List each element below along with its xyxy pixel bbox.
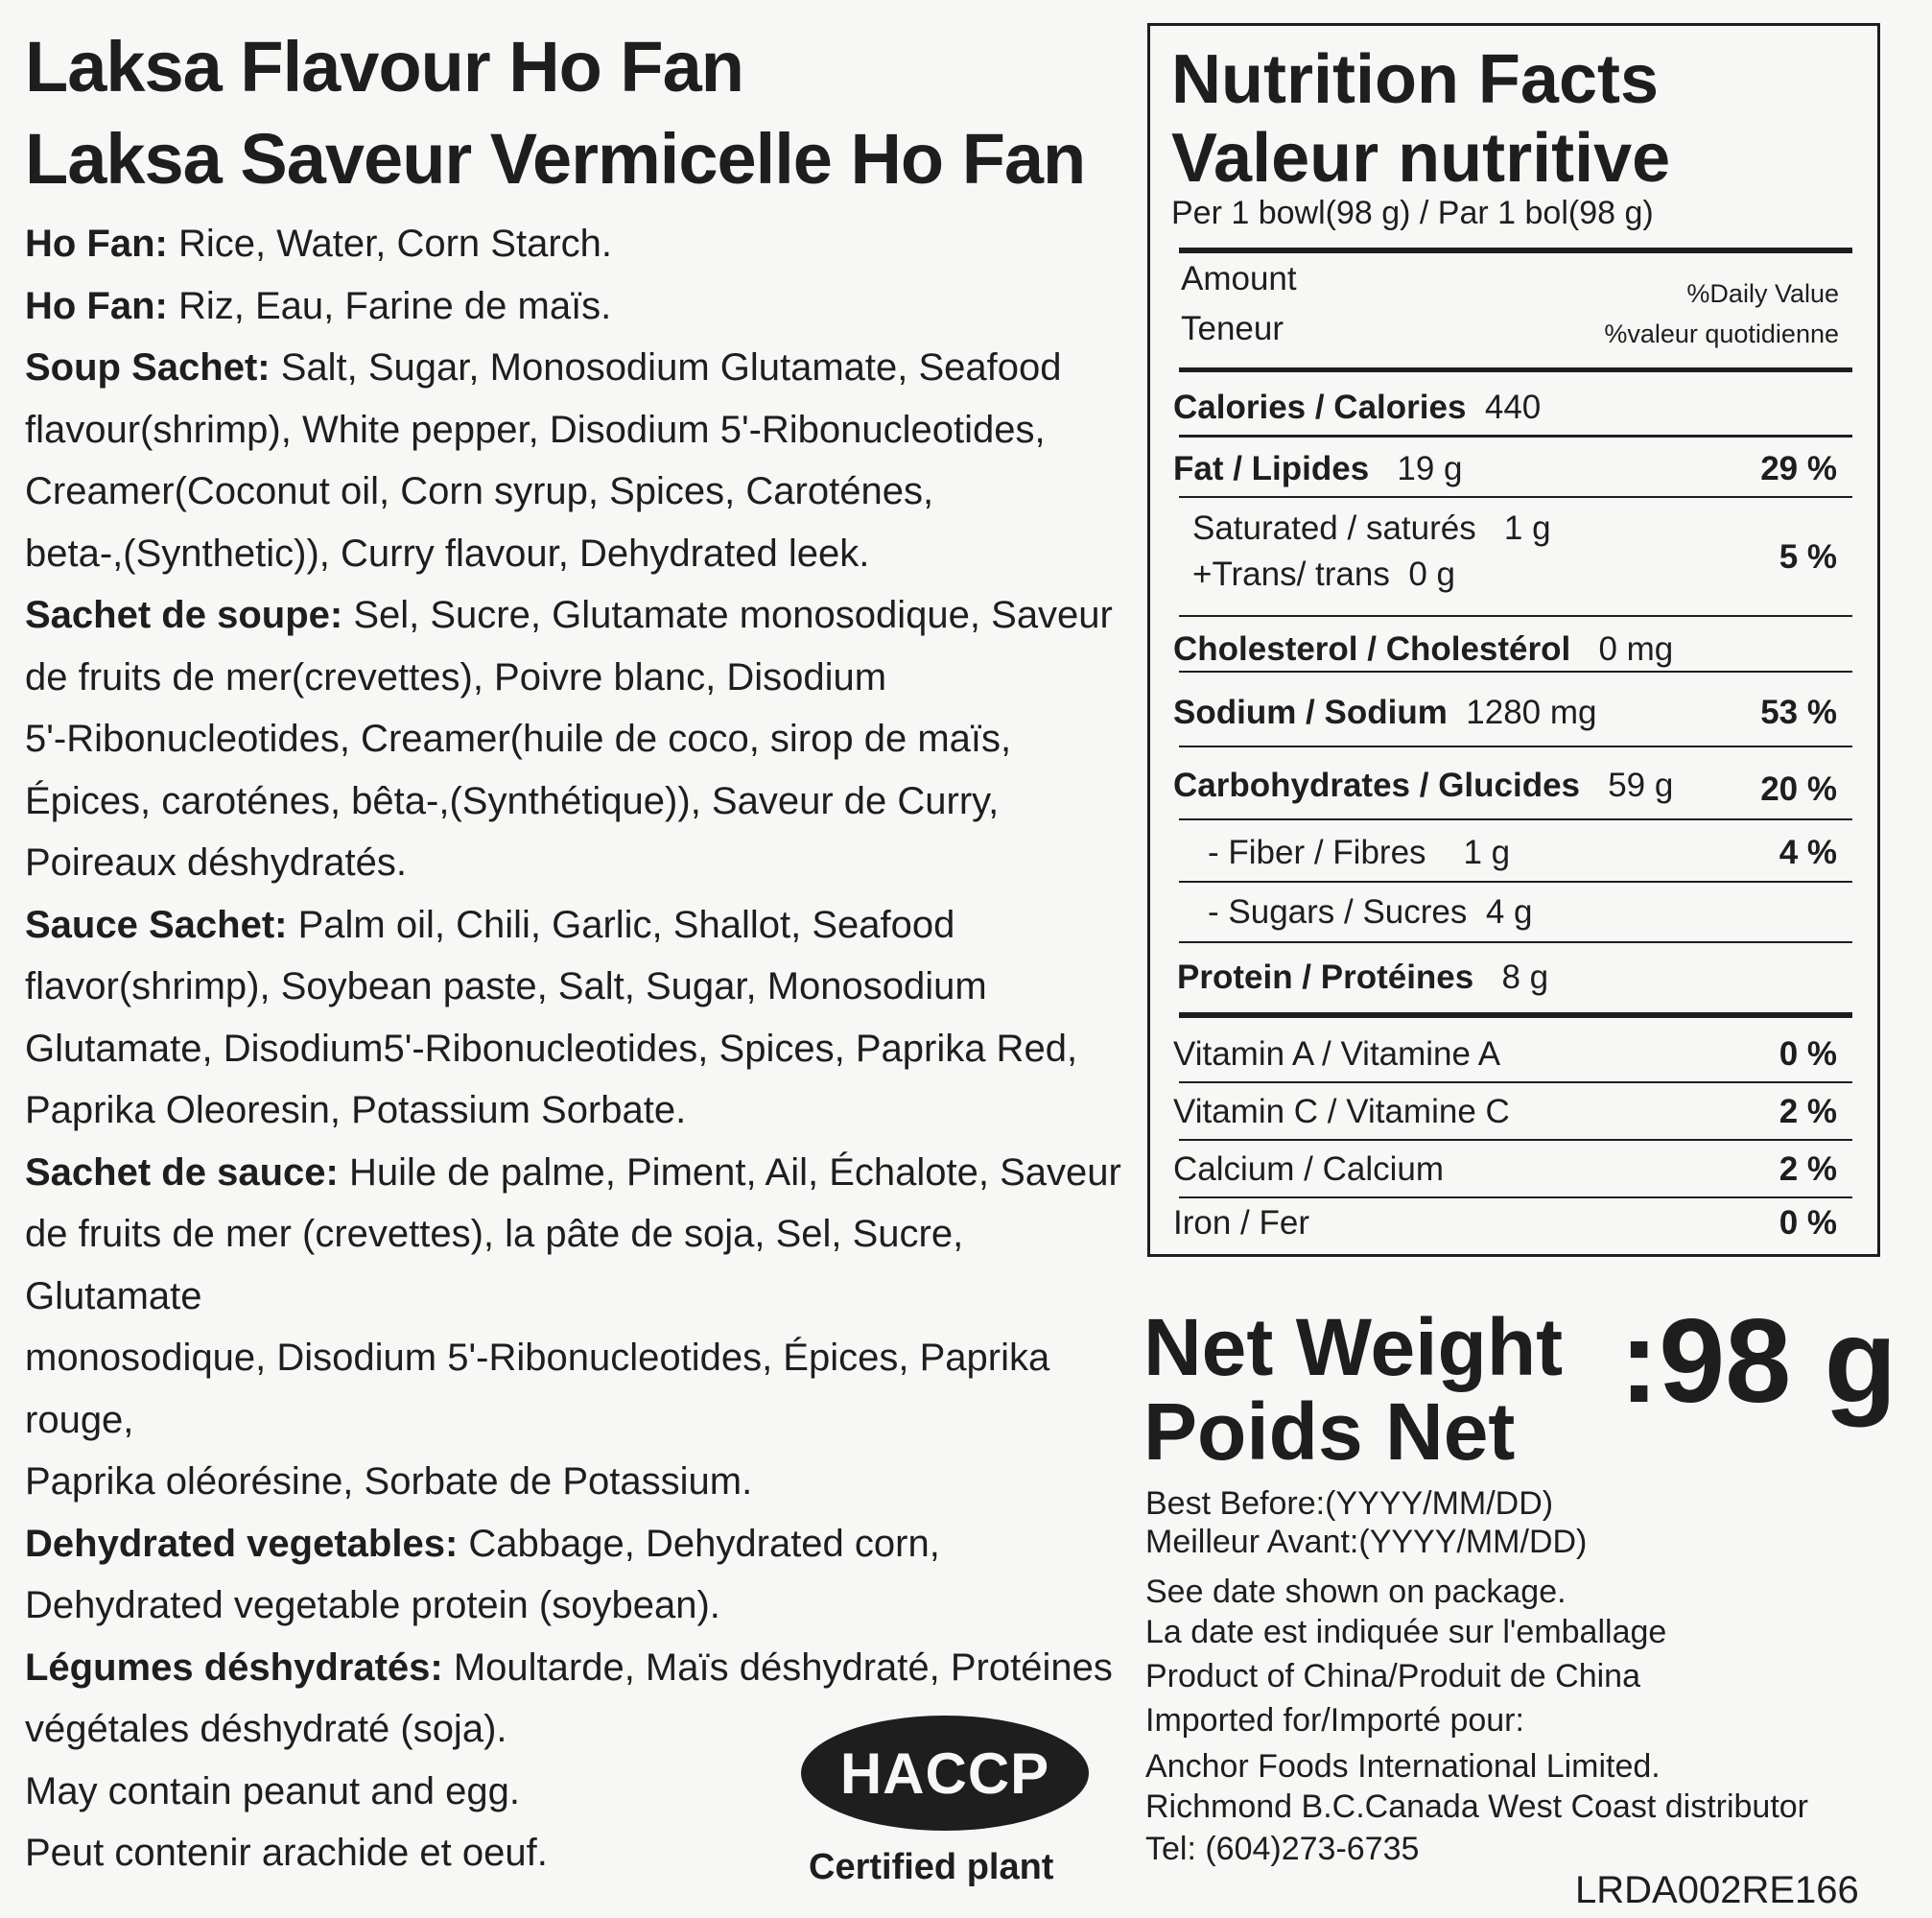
- cholesterol-row: [1173, 630, 1673, 669]
- iron-label: Iron / Fer: [1173, 1204, 1309, 1242]
- amount-label-fr: Teneur: [1181, 310, 1284, 347]
- thick-rule: [1179, 1012, 1852, 1018]
- ingredient-paragraph: [25, 584, 1138, 894]
- calcium-label: Calcium / Calcium: [1173, 1150, 1444, 1188]
- trans-value: 0 g: [1408, 556, 1455, 593]
- ingredient-paragraph: [25, 275, 1138, 338]
- ingredient-text: végétales déshydraté (soja).: [25, 1708, 507, 1750]
- haccp-caption: Certified plant: [809, 1847, 1054, 1887]
- sodium-label: Sodium / Sodium: [1173, 694, 1448, 731]
- rule: [1179, 671, 1852, 673]
- calcium-percent: 2 %: [1779, 1150, 1837, 1188]
- rule: [1179, 818, 1852, 820]
- product-title-en: Laksa Flavour Ho Fan: [25, 27, 743, 107]
- sugars-label: - Sugars / Sucres: [1208, 893, 1468, 931]
- ingredient-text: flavor(shrimp), Soybean paste, Salt, Sugar, Monosodium: [25, 965, 987, 1007]
- serving-size: Per 1 bowl(98 g) / Par 1 bol(98 g): [1171, 195, 1654, 231]
- ingredient-text: de fruits de mer (crevettes), la pâte de soja, Sel, Sucre, Glutamate: [25, 1213, 964, 1317]
- rule: [1179, 367, 1852, 372]
- info-line: La date est indiquée sur l'emballage: [1145, 1614, 1667, 1650]
- ingredient-text: Paprika Oleoresin, Potassium Sorbate.: [25, 1089, 687, 1131]
- rule: [1179, 1139, 1852, 1141]
- thick-rule: [1179, 248, 1852, 253]
- ingredient-text: Poireaux déshydratés.: [25, 841, 408, 884]
- sodium-row: [1173, 694, 1597, 732]
- amount-label-en: Amount: [1181, 260, 1297, 297]
- fat-row: [1173, 450, 1463, 488]
- info-line: See date shown on package.: [1145, 1574, 1567, 1610]
- fat-value: 19 g: [1397, 450, 1463, 487]
- ingredient-text: Paprika oléorésine, Sorbate de Potassium.: [25, 1460, 753, 1503]
- ingredient-paragraph: [25, 213, 1138, 275]
- ingredient-label: Ho Fan:: [25, 284, 168, 327]
- sugars-value: 4 g: [1485, 893, 1533, 931]
- rule: [1179, 1196, 1852, 1198]
- ingredient-text: 5'-Ribonucleotides, Creamer(huile de coco, sirop de maïs,: [25, 718, 1012, 760]
- ingredient-text: Cabbage, Dehydrated corn,: [468, 1522, 940, 1565]
- carbohydrates-percent: 20 %: [1760, 770, 1837, 808]
- ingredient-text: Huile de palme, Piment, Ail, Échalote, Saveur: [348, 1150, 1121, 1194]
- vitamin-a-label: Vitamin A / Vitamine A: [1173, 1035, 1501, 1073]
- product-title-fr: Laksa Saveur Vermicelle Ho Fan: [25, 119, 1086, 199]
- rule: [1179, 1081, 1852, 1083]
- carbohydrates-row: [1173, 767, 1673, 805]
- vitamin-a-percent: 0 %: [1779, 1035, 1837, 1073]
- nutrition-title-en: Nutrition Facts: [1171, 41, 1660, 118]
- info-line: Meilleur Avant:(YYYY/MM/DD): [1145, 1524, 1588, 1560]
- net-weight-value: :98 g: [1619, 1295, 1897, 1428]
- ingredient-text: Sel, Sucre, Glutamate monosodique, Saveur: [353, 594, 1113, 636]
- ingredient-label: Soup Sachet:: [25, 346, 271, 389]
- daily-value-label-en: %Daily Value: [1686, 279, 1839, 308]
- info-line: Best Before:(YYYY/MM/DD): [1145, 1485, 1554, 1522]
- calories-label: Calories / Calories: [1173, 389, 1467, 426]
- ingredients-list: [25, 213, 1138, 1884]
- vitamin-c-percent: 2 %: [1779, 1093, 1837, 1130]
- sodium-value: 1280 mg: [1466, 694, 1597, 731]
- carbohydrates-value: 59 g: [1608, 767, 1674, 804]
- vitamin-c-label: Vitamin C / Vitamine C: [1173, 1093, 1510, 1130]
- ingredient-paragraph: [25, 1142, 1138, 1513]
- calories-value: 440: [1484, 389, 1542, 426]
- ingredient-label: Ho Fan:: [25, 223, 168, 265]
- iron-percent: 0 %: [1779, 1204, 1837, 1242]
- rule: [1179, 941, 1852, 943]
- daily-value-label-fr: %valeur quotidienne: [1604, 320, 1839, 348]
- protein-label: Protein / Protéines: [1177, 959, 1474, 996]
- net-weight-label-fr: Poids Net: [1143, 1386, 1516, 1477]
- nutrition-facts-table: [1147, 23, 1880, 1257]
- fat-label: Fat / Lipides: [1173, 450, 1370, 487]
- cholesterol-label: Cholesterol / Cholestérol: [1173, 630, 1571, 668]
- ingredient-text: Glutamate, Disodium5'-Ribonucleotides, Spices, Paprika Red,: [25, 1027, 1078, 1070]
- nutrition-title-fr: Valeur nutritive: [1171, 120, 1671, 197]
- protein-row: [1177, 959, 1548, 997]
- saturated-value: 1 g: [1503, 509, 1551, 547]
- cholesterol-value: 0 mg: [1598, 630, 1674, 668]
- ingredient-text: flavour(shrimp), White pepper, Disodium 5'-Ribonucleotides,: [25, 408, 1046, 451]
- saturated-row: [1192, 509, 1551, 548]
- product-code: LRDA002RE166: [1575, 1869, 1859, 1911]
- ingredient-label: Sachet de soupe:: [25, 594, 343, 636]
- ingredient-label: Sachet de sauce:: [25, 1150, 339, 1194]
- ingredient-text: Creamer(Coconut oil, Corn syrup, Spices, Caroténes,: [25, 470, 934, 512]
- carbohydrates-label: Carbohydrates / Glucides: [1173, 767, 1581, 804]
- rule: [1179, 435, 1852, 438]
- trans-row: [1192, 556, 1455, 594]
- saturated-label: Saturated / saturés: [1192, 509, 1476, 547]
- rule: [1179, 496, 1852, 498]
- ingredient-text: May contain peanut and egg.: [25, 1769, 520, 1812]
- info-line: Tel: (604)273-6735: [1145, 1831, 1420, 1867]
- ingredient-text: de fruits de mer(crevettes), Poivre blanc, Disodium: [25, 655, 887, 699]
- fiber-percent: 4 %: [1779, 834, 1837, 871]
- fat-percent: 29 %: [1760, 450, 1837, 487]
- trans-label: +Trans/ trans: [1192, 556, 1390, 593]
- info-line: Product of China/Produit de China: [1145, 1658, 1640, 1694]
- rule: [1179, 746, 1852, 747]
- ingredient-text: Riz, Eau, Farine de maïs.: [178, 284, 612, 327]
- fiber-label: - Fiber / Fibres: [1208, 834, 1426, 871]
- info-line: Anchor Foods International Limited.: [1145, 1748, 1661, 1785]
- info-line: Imported for/Importé pour:: [1145, 1702, 1524, 1739]
- ingredient-label: Sauce Sachet:: [25, 903, 288, 946]
- ingredient-text: Peut contenir arachide et oeuf.: [25, 1832, 548, 1874]
- fiber-value: 1 g: [1463, 834, 1511, 871]
- rule: [1179, 881, 1852, 883]
- ingredient-paragraph: [25, 1513, 1138, 1637]
- ingredient-text: Moultarde, Maïs déshydraté, Protéines: [453, 1646, 1113, 1689]
- fiber-row: [1208, 834, 1510, 872]
- ingredient-text: Épices, caroténes, bêta-,(Synthétique)), Saveur de Curry,: [25, 779, 1000, 822]
- ingredient-paragraph: [25, 337, 1138, 584]
- ingredient-paragraph: [25, 894, 1138, 1142]
- ingredient-text: Salt, Sugar, Monosodium Glutamate, Seafood: [280, 346, 1062, 389]
- ingredient-text: monosodique, Disodium 5'-Ribonucleotides, Épices, Paprika rouge,: [25, 1337, 1050, 1441]
- sodium-percent: 53 %: [1760, 694, 1837, 731]
- ingredient-text: Rice, Water, Corn Starch.: [178, 223, 612, 265]
- ingredient-text: Dehydrated vegetable protein (soybean).: [25, 1584, 720, 1626]
- ingredient-label: Dehydrated vegetables:: [25, 1522, 459, 1565]
- net-weight-label-en: Net Weight: [1143, 1302, 1564, 1392]
- ingredients-column: [25, 21, 1138, 1884]
- protein-value: 8 g: [1501, 959, 1549, 996]
- ingredient-text: Palm oil, Chili, Garlic, Shallot, Seafood: [297, 903, 955, 946]
- ingredient-text: beta-,(Synthetic)), Curry flavour, Dehydrated leek.: [25, 532, 870, 575]
- sugars-row: [1208, 893, 1533, 932]
- saturated-trans-percent: 5 %: [1779, 538, 1837, 576]
- info-line: Richmond B.C.Canada West Coast distributor: [1145, 1788, 1809, 1825]
- calories-row: [1173, 389, 1541, 427]
- ingredient-label: Légumes déshydratés:: [25, 1646, 443, 1689]
- rule: [1179, 615, 1852, 617]
- haccp-logo: HACCP: [801, 1716, 1089, 1831]
